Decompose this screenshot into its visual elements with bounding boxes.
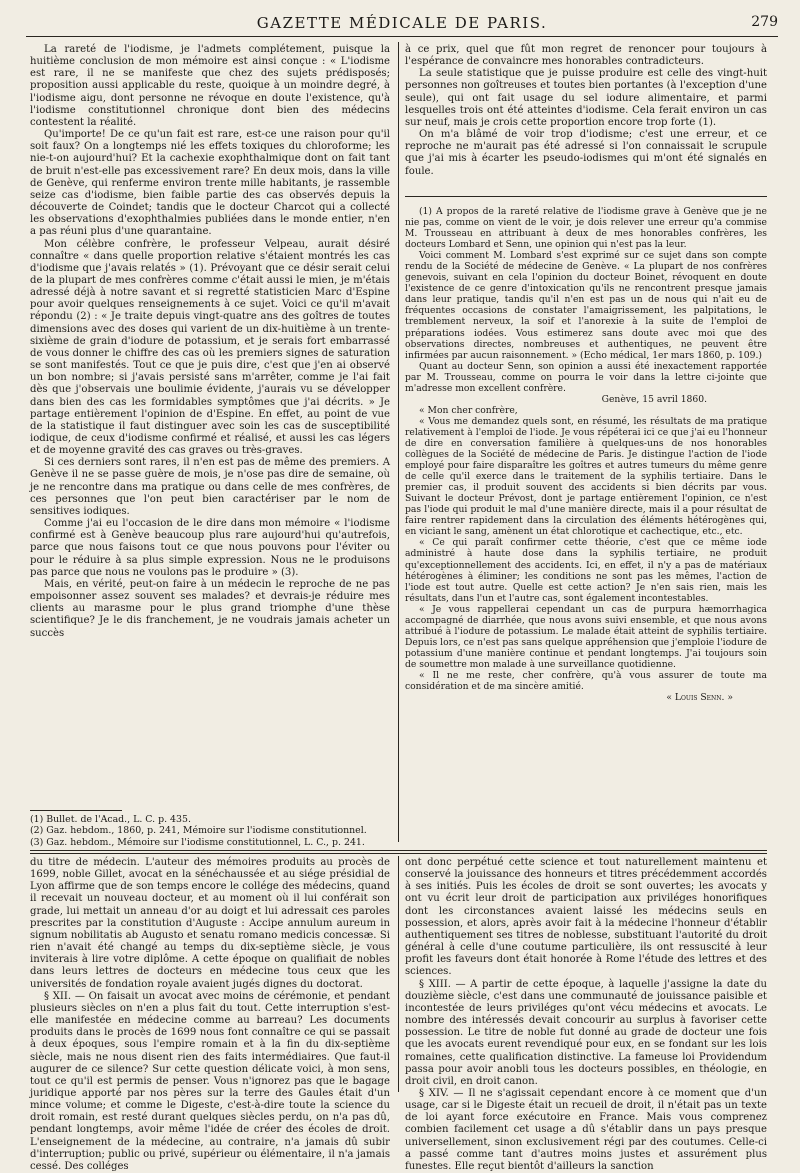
paragraph: à ce prix, quel que fût mon regret de renoncer pour toujours à l'espérance de convaincre mes honorables contradicteurs. bbox=[405, 44, 767, 68]
footnote: (3) Gaz. hebdom., Mémoire sur l'iodisme constitutionnel, L. C., p. 241. bbox=[30, 836, 365, 848]
note-paragraph: « Vous me demandez quels sont, en résumé, les résultats de ma pratique relativement à l'emploi de l'iode. Je vous répéterai ici ce que j'ai eu l'honneur de dire en conversation familière à quelques-uns de nos honorables collègues de la Société de médecine de Paris. Je distingue l'action de l'iode employé pour faire disparaître les goîtres et autres tumeurs du même genre de celle qu'il exerce dans le traitement de la syphilis tertiaire. Dans le premier cas, il produit souvent des accidents si bien décrits par vous. Suivant le docteur Prévost, dont je partage entièrement l'opinion, ce n'est pas l'iode qui produit le mal d'une manière directe, mais il a pour résultat de faire rentrer rapidement dans la circulation des éléments hétérogènes qui, en viciant le sang, amènent un état chlorotique et cachectique, etc., etc. bbox=[405, 415, 767, 538]
footnote-long bbox=[405, 206, 767, 786]
paragraph: § XIII. — A partir de cette époque, à laquelle j'assigne la date du douzième siècle, c'est dans une communauté de jouissance paisible et incontestée de leurs priviléges qu'ont vécu médecins et avocats. Le nombre des intéressés devait concourir au surplus à favoriser cette possession. Le titre de noble fut donné au grade de docteur une fois que les avocats eurent revendiqué pour eux, en se fondant sur les lois romaines, cette qualification distinctive. La fameuse loi Providendum passa pour avoir anobli tous les docteurs possibles, en théologie, en droit civil, en droit canon. bbox=[405, 978, 767, 1087]
paragraph: du titre de médecin. L'auteur des mémoires produits au procès de 1699, noble Gillet, avocat en la sénéchaussée et au siége présidial de Lyon affirme que de son temps encore le collége des médecins, quand il recevait un nouveau docteur, et au moment où il lui conférait son grade, lui mettait un anneau d'or au doigt et lui adressait ces paroles prescrites par la constitution d'Auguste : Accipe annulum aureum in signum nobilitatis ab Augusto et senatu romano medicis concessæ. Si rien n'avait été changé au temps du dix-septième siècle, je vous inviterais à lire votre diplôme. A cette époque on qualifiait de nobles dans leurs lettres de docteurs en médecine tous ceux que les universités de fondation royale avaient jugés dignes du doctorat. bbox=[30, 857, 390, 990]
note-paragraph: « Ce qui paraît confirmer cette théorie, c'est que ce même iode administré à haute dose dans la syphilis tertiaire, ne produit qu'exceptionnellement des accidents. Ici, en effet, il n'y a pas de matériaux hétérogènes à éliminer; les conditions ne sont pas les mêmes, l'action de l'iode est tout autre. Quelle est cette action? Je n'en sais rien, mais les résultats, dans l'un et l'autre cas, sont également incontestables. bbox=[405, 537, 767, 604]
paragraph: ont donc perpétué cette science et tout naturellement maintenu et conservé la jouissance des honneurs et titres précédemment accordés à ses initiés. Puis les écoles de droit se sont ouvertes; les avocats y ont vu écrit leur droit de participation aux priviléges honorifiques dont les circonstances avaient laissé les médecins seuls en possession, et alors, après avoir fait à la médecine l'honneur d'établir authentiquement ses titres de noblesse, substituant l'autorité du droit général à celle d'une coutume particulière, ils ont ressuscité à leur profit les faveurs dont était honorée à Rome l'étude des lettres et des sciences. bbox=[405, 857, 767, 978]
note-paragraph: Voici comment M. Lombard s'est exprimé sur ce sujet dans son compte rendu de la Société de médecine de Genève. « La plupart de nos confrères genevois, suivant en cela l'opinion du docteur Boinet, révoquent en doute l'existence de ce genre d'intoxication qu'ils ne rencontrent presque jamais dans leur pratique, tandis qu'il n'en est pas un de nous qui n'ait eu de fréquentes occasions de constater l'amaigrissement, les palpitations, le tremblement nerveux, la soif et l'anorexie à la suite de l'emploi de préparations iodées. Vous estimerez sans doute avec moi que des observations directes, nombreuses et authentiques, ne peuvent être infirmées par aucun raisonnement. » (Echo médical, 1er mars 1860, p. 109.) bbox=[405, 250, 767, 361]
paragraph: § XIV. — Il ne s'agissait cependant encore à ce moment que d'un usage, car si le Digeste était un recueil de droit, il n'était pas un texte de loi ayant force exécutoire en France. Mais vous comprenez combien facilement cet usage a dû s'établir dans un pays presque universellement, sinon exclusivement régi par des coutumes. Celle-ci a passé comme tant d'autres moins justes et assurément plus funestes. Elle reçut bientôt d'ailleurs la sanction bbox=[405, 1087, 767, 1172]
letter-dateline: Genève, 15 avril 1860. bbox=[601, 393, 707, 405]
paragraph: § XII. — On faisait un avocat avec moins de cérémonie, et pendant plusieurs siècles on n'en a plus fait du tout. Cette interruption s'est-elle manifestée en médecine comme au barreau? Les documents produits dans le procès de 1699 nous font connaître ce qui se passait à deux époques, sous l'empire romain et à la fin du dix-septième siècle, mais ne nous disent rien des faits intermédiaires. Que faut-il augurer de ce silence? Sur cette question délicate voici, à mon sens, tout ce qu'il est permis de penser. Vous n'ignorez pas que le bagage juridique apporté par nos pères sur la terre des Gaules était d'un mince volume; et comme le Digeste, c'est-à-dire toute la science du droit romain, est resté durant quelques siècles perdu, on n'a pas dû, pendant longtemps, avoir même l'idée de créer des écoles de droit. L'enseignement de la médecine, au contraire, n'a jamais dû subir d'interruption; public ou privé, supérieur ou élémentaire, il n'a jamais cessé. Des colléges bbox=[30, 990, 390, 1172]
column-divider bbox=[398, 42, 399, 842]
note-paragraph: Quant au docteur Senn, son opinion a aussi été inexactement rapportée par M. Trousseau, comme on pourra le voir dans la lettre ci-jointe que m'adresse mon excellent confrère. bbox=[405, 360, 767, 394]
paragraph: Mais, en vérité, peut-on faire à un médecin le reproche de ne pas empoisonner assez souvent ses malades? et devrais-je réduire mes clients au marasme pour le plus grand triomphe d'une thèse scientifique? Je le dis franchement, je ne voudrais jamais acheter un succès bbox=[30, 578, 390, 639]
paragraph: Qu'importe! De ce qu'un fait est rare, est-ce une raison pour qu'il soit faux? On a longtemps nié les effets toxiques du chloroforme; les nie-t-on aujourd'hui? Et la cachexie exophthalmique dont on fait tant de bruit n'est-elle pas excessivement rare? En deux mois, dans la ville de Genève, qui renferme environ trente mille habitants, je rassemble seize cas d'iodisme, bien faible partie des cas observés depuis la découverte de Coindet; tandis que le docteur Charcot qui a collecté les observations d'exophthalmies publiées dans le monde entier, n'en a pas réuni plus d'une quarantaine. bbox=[30, 129, 390, 238]
paragraph: On m'a blâmé de voir trop d'iodisme; c'est une erreur, et ce reproche ne m'aurait pas été adressé si l'on connaissait le scrupule que j'ai mis à écarter les pseudo-iodismes qui m'ont été signalés en foule. bbox=[405, 129, 767, 177]
lower-column-right bbox=[405, 857, 767, 1172]
footnote: (1) Bullet. de l'Acad., L. C. p. 435. bbox=[30, 814, 191, 825]
paragraph: Mon célèbre confrère, le professeur Velpeau, aurait désiré connaître « dans quelle proportion relative s'étaient montrés les cas d'iodisme que j'avais relatés » (1). Prévoyant que ce désir serait celui de la plupart de mes confrères comme c'était aussi le mien, je m'étais adressé déjà à notre savant et si regretté statisticien Marc d'Espine pour avoir quelques renseignements à ce sujet. Voici ce qu'il m'avait répondu (2) : « Je traite depuis vingt-quatre ans des goîtres de toutes dimensions avec des doses qui varient de un dix-huitième à un trente-sixième de grain d'iodure de potassium, et je serais fort embarrassé de vous donner le chiffre des cas où les premiers signes de saturation se sont manifestés. Tout ce que je puis dire, c'est que j'en ai observé un bon nombre; si j'avais persisté sans m'arrêter, comme je l'ai fait dès que j'observais une boulimie évidente, j'aurais vu se développer dans bien des cas les formidables symptômes que j'ai décrits. » Je partage entièrement l'opinion de d'Espine. En effet, au point de vue de la statistique il faut distinguer avec soin les cas de susceptibilité iodique, de ceux d'iodisme confirmé et réalisé, et aussi les cas légers et de moyenne gravité des cas graves ou très-graves. bbox=[30, 238, 390, 457]
footnotes-left bbox=[30, 814, 390, 848]
note-paragraph: (1) A propos de la rareté relative de l'iodisme grave à Genève que je ne nie pas, comme on vient de le voir, je dois relever une erreur qu'a commise M. Trousseau en attribuant à deux de mes honorables confrères, les docteurs Lombard et Senn, une opinion qui n'est pas la leur. bbox=[405, 206, 767, 251]
paragraph: La seule statistique que je puisse produire est celle des vingt-huit personnes non goîtreuses et toutes bien portantes (à l'exception d'une seule), qui ont fait usage du sel iodure alimentaire, et parmi lesquelles trois ont été atteintes d'iodisme. Cela ferait environ un cas sur neuf, mais je crois cette proportion encore trop forte (1). bbox=[405, 68, 767, 128]
note-divider bbox=[405, 196, 767, 197]
lower-column-left bbox=[30, 857, 390, 1172]
footnote-divider bbox=[30, 810, 122, 811]
journal-title: GAZETTE MÉDICALE DE PARIS. bbox=[256, 14, 548, 32]
letter-signature: « Louis Senn. » bbox=[666, 692, 733, 704]
paragraph: Comme j'ai eu l'occasion de le dire dans mon mémoire « l'iodisme confirmé est à Genève beaucoup plus rare aujourd'hui qu'autrefois, parce que nous faisons tout ce que nous pouvons pour l'éviter ou pour le réduire à sa plus simple expression. Nous ne le produisons pas parce que nous ne voulons pas le produire » (3). bbox=[30, 518, 390, 578]
paragraph: Si ces derniers sont rares, il n'en est pas de même des premiers. A Genève il ne se passe guère de mois, je n'ose pas dire de semaine, où je ne rencontre dans ma pratique ou dans celle de mes confrères, de ces personnes que l'on peut bien caractériser par le nom de sensitives iodiques. bbox=[30, 457, 390, 517]
note-paragraph: « Je vous rappellerai cependant un cas de purpura hæmorrhagica accompagné de diarrhée, que nous avons suivi ensemble, et que nous avons attribué à l'iodure de potassium. Le malade était atteint de syphilis tertiaire. Depuis lors, ce n'est pas sans quelque appréhension que j'emploie l'iodure de potassium d'une manière continue et pendant longtemps. J'ai toujours soin de soumettre mon malade à une surveillance quotidienne. bbox=[405, 603, 767, 670]
paragraph: La rareté de l'iodisme, je l'admets complétement, puisque la huitième conclusion de mon mémoire est ainsi conçue : « L'iodisme est rare, il ne se manifeste que chez des sujets prédisposés; proposition aussi applicable du reste, quoique à un moindre degré, à l'iodisme aigu, dont personne ne révoque en doute l'existence, qu'à l'iodisme constitutionnel chronique dont bien des médecins contestent la réalité. bbox=[30, 44, 390, 128]
letter-salutation: « Mon cher confrère, bbox=[419, 404, 518, 416]
page-header bbox=[26, 10, 778, 37]
note-paragraph: « Il ne me reste, cher confrère, qu'à vous assurer de toute ma considération et de ma sincère amitié. bbox=[405, 669, 767, 693]
column-divider-lower bbox=[398, 856, 399, 1092]
page-number: 279 bbox=[751, 14, 778, 30]
section-separator bbox=[30, 850, 767, 854]
article-column-left bbox=[30, 44, 390, 806]
footnote: (2) Gaz. hebdom., 1860, p. 241, Mémoire sur l'iodisme constitutionnel. bbox=[30, 825, 367, 837]
article-column-right bbox=[405, 44, 767, 188]
